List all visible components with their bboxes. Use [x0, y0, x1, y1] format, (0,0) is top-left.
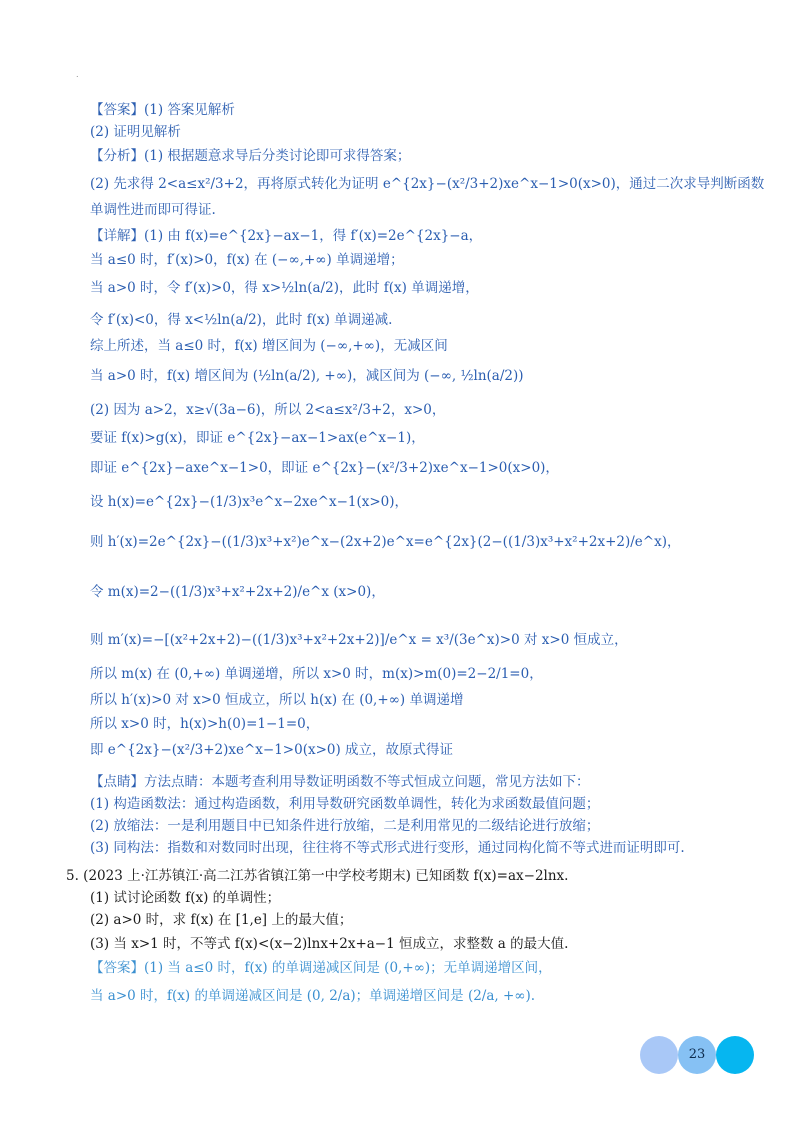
detail-line-5: 综上所述，当 a≤0 时，f(x) 增区间为 (−∞,+∞)，无减区间 [90, 338, 448, 354]
analysis-line-2: (2) 先求得 2<a≤x²/3+2，再将原式转化为证明 e^{2x}−(x²/3+2)xe^x−1>0(x>0)，通过二次求导判断函数 [90, 176, 765, 192]
answer-line-2: (2) 证明见解析 [90, 124, 181, 140]
detail-line-2: 当 a≤0 时，f′(x)>0，f(x) 在 (−∞,+∞) 单调递增； [90, 252, 404, 268]
detail-line-1: 【详解】(1) 由 f(x)=e^{2x}−ax−1，得 f′(x)=2e^{2x}−a， [90, 228, 483, 244]
tip-line-3: (2) 放缩法：一是利用题目中已知条件进行放缩，二是利用常见的二级结论进行放缩； [90, 818, 600, 834]
page-dot: . [76, 70, 79, 79]
detail-line-7: (2) 因为 a>2，x≥√(3a−6)，所以 2<a≤x²/3+2，x>0， [90, 402, 446, 418]
page-number-badge [640, 1036, 760, 1074]
badge-circle-right [716, 1036, 754, 1074]
detail-line-12: 令 m(x)=2−((1/3)x³+x²+2x+2)/e^x (x>0)， [90, 584, 385, 600]
question-5-title: 5. (2023 上·江苏镇江·高二江苏省镇江第一中学校考期末) 已知函数 f(x)=ax−2lnx. [66, 868, 569, 884]
tip-line-2: (1) 构造函数法：通过构造函数，利用导数研究函数单调性，转化为求函数最值问题； [90, 796, 600, 812]
detail-line-8: 要证 f(x)>g(x)，即证 e^{2x}−ax−1>ax(e^x−1)， [90, 430, 425, 446]
detail-line-9: 即证 e^{2x}−axe^x−1>0，即证 e^{2x}−(x²/3+2)xe^x−1>0(x>0)， [90, 460, 559, 476]
detail-line-4: 令 f′(x)<0，得 x<½ln(a/2)，此时 f(x) 单调递减. [90, 312, 393, 328]
tip-line-4: (3) 同构法：指数和对数同时出现，往往将不等式形式进行变形，通过同构化简不等式进而证明即可. [90, 840, 685, 856]
detail-line-14: 所以 m(x) 在 (0,+∞) 单调递增，所以 x>0 时，m(x)>m(0)=2−2/1=0， [90, 666, 543, 682]
tip-line-1: 【点睛】方法点睛：本题考查利用导数证明函数不等式恒成立问题，常见方法如下： [90, 774, 590, 790]
detail-line-13: 则 m′(x)=−[(x²+2x+2)−((1/3)x³+x²+2x+2)]/e^x = x³/(3e^x)>0 对 x>0 恒成立， [90, 632, 628, 648]
page-number: 23 [688, 1047, 706, 1062]
detail-line-6: 当 a>0 时，f(x) 增区间为 (½ln(a/2), +∞)，减区间为 (−∞, ½ln(a/2)) [90, 368, 524, 384]
badge-circle-left [640, 1036, 678, 1074]
question-5-part-1: (1) 试讨论函数 f(x) 的单调性； [90, 890, 281, 906]
question-5-answer-1: 【答案】(1) 当 a≤0 时，f(x) 的单调递减区间是 (0,+∞)；无单调递增区间， [90, 960, 552, 976]
answer-line: 【答案】(1) 答案见解析 [90, 102, 235, 118]
detail-line-3: 当 a>0 时，令 f′(x)>0，得 x>½ln(a/2)，此时 f(x) 单调递增， [90, 280, 479, 296]
detail-line-10: 设 h(x)=e^{2x}−(1/3)x³e^x−2xe^x−1(x>0)， [90, 494, 409, 510]
analysis-line: 【分析】(1) 根据题意求导后分类讨论即可求得答案； [90, 148, 411, 164]
detail-line-15: 所以 h′(x)>0 对 x>0 恒成立，所以 h(x) 在 (0,+∞) 单调递增 [90, 692, 464, 708]
detail-line-16: 所以 x>0 时，h(x)>h(0)=1−1=0， [90, 716, 320, 732]
question-5-part-2: (2) a>0 时，求 f(x) 在 [1,e] 上的最大值； [90, 912, 353, 928]
question-5-answer-2: 当 a>0 时，f(x) 的单调递减区间是 (0, 2/a)；单调递增区间是 (2/a, +∞). [90, 988, 536, 1004]
detail-line-17: 即 e^{2x}−(x²/3+2)xe^x−1>0(x>0) 成立，故原式得证 [90, 742, 454, 758]
analysis-line-3: 单调性进而即可得证. [90, 202, 216, 218]
question-5-part-3: (3) 当 x>1 时，不等式 f(x)<(x−2)lnx+2x+a−1 恒成立，求整数 a 的最大值. [90, 936, 569, 952]
detail-line-11: 则 h′(x)=2e^{2x}−((1/3)x³+x²)e^x−(2x+2)e^x=e^{2x}(2−((1/3)x³+x²+2x+2)/e^x)， [90, 534, 681, 550]
